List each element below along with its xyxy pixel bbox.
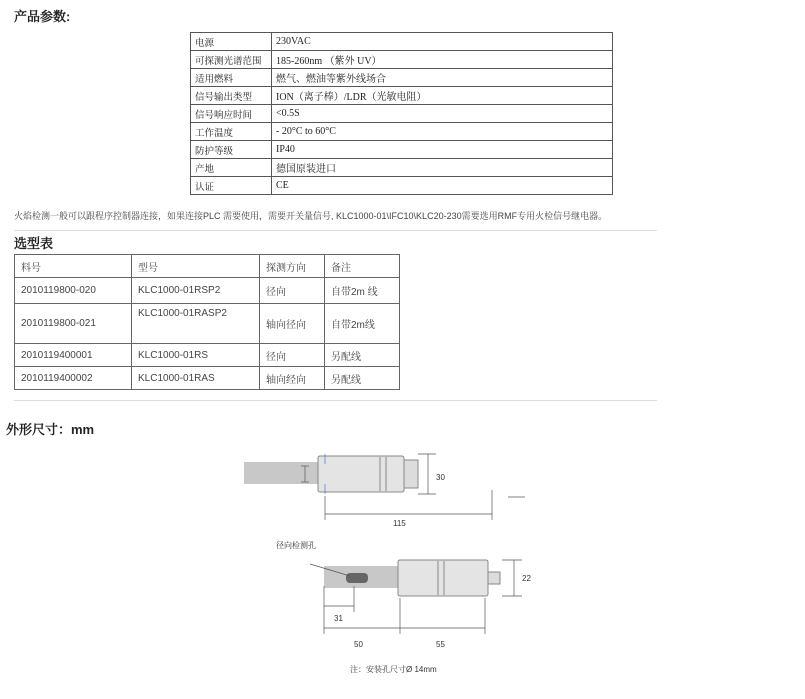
- param-value: 德国原装进口: [272, 159, 613, 177]
- cell-model: KLC1000-01RASP2: [132, 304, 260, 344]
- cell-remark: 自带2m线: [325, 304, 400, 344]
- param-value: IP40: [272, 141, 613, 159]
- radial-hole-label: 径向检测孔: [276, 541, 316, 550]
- param-key: 信号响应时间: [191, 105, 272, 123]
- param-key: 信号输出类型: [191, 87, 272, 105]
- cell-model: KLC1000-01RAS: [132, 367, 260, 390]
- param-key: 工作温度: [191, 123, 272, 141]
- cell-model: KLC1000-01RS: [132, 344, 260, 367]
- param-value: 燃气、燃油等紫外线场合: [272, 69, 613, 87]
- param-row: [191, 69, 613, 87]
- sensor-bottom-view: [324, 560, 500, 596]
- cell-part-no: 2010119400002: [15, 367, 132, 390]
- selection-table: [14, 254, 400, 390]
- table-header-row: [15, 255, 400, 278]
- param-key: 防护等级: [191, 141, 272, 159]
- connection-note: 火焰检测一般可以跟程序控制器连接，如果连接PLC 需要使用，需要开关量信号, KLC1000-01\IFC10\KLC20-230需要选用RMF专用火检信号继电器。: [14, 211, 608, 221]
- header-remark: 备注: [325, 255, 400, 278]
- param-key: 可探测光谱范围: [191, 51, 272, 69]
- param-value: 230VAC: [272, 33, 613, 51]
- dim-22-label: 22: [522, 574, 531, 583]
- cell-part-no: 2010119800-020: [15, 278, 132, 304]
- dimension-drawing: [230, 440, 550, 695]
- param-value: <0.5S: [272, 105, 613, 123]
- param-row: [191, 87, 613, 105]
- dim-31-label: 31: [334, 614, 343, 623]
- dim-115-label: 115: [393, 519, 406, 528]
- param-row: [191, 51, 613, 69]
- cell-remark: 自带2m 线: [325, 278, 400, 304]
- table-row: [15, 278, 400, 304]
- cell-remark: 另配线: [325, 344, 400, 367]
- cell-direction: 径向: [260, 278, 325, 304]
- divider: [14, 230, 657, 231]
- cell-direction: 轴向径向: [260, 304, 325, 344]
- dim-50-label: 50: [354, 640, 363, 649]
- cell-model: KLC1000-01RSP2: [132, 278, 260, 304]
- table-row: [15, 344, 400, 367]
- param-key: 认证: [191, 177, 272, 195]
- selection-title: 选型表: [14, 236, 54, 251]
- param-row: [191, 159, 613, 177]
- param-value: CE: [272, 177, 613, 195]
- cell-remark: 另配线: [325, 367, 400, 390]
- sensor-top-view: [244, 456, 418, 492]
- param-value: 185-260nm （紫外 UV）: [272, 51, 613, 69]
- table-row: [15, 304, 400, 344]
- dim-30-label: 30: [436, 473, 445, 482]
- param-row: [191, 177, 613, 195]
- param-key: 电源: [191, 33, 272, 51]
- cell-part-no: 2010119800-021: [15, 304, 132, 344]
- params-title: 产品参数:: [14, 9, 71, 24]
- cell-part-no: 2010119400001: [15, 344, 132, 367]
- header-direction: 探测方向: [260, 255, 325, 278]
- cell-direction: 轴向经向: [260, 367, 325, 390]
- param-row: [191, 105, 613, 123]
- param-key: 产地: [191, 159, 272, 177]
- param-value: ION（离子棒）/LDR（光敏电阻）: [272, 87, 613, 105]
- param-row: [191, 33, 613, 51]
- param-value: - 20°C to 60°C: [272, 123, 613, 141]
- params-table: [190, 32, 613, 195]
- dim-55-label: 55: [436, 640, 445, 649]
- dimensions-title: 外形尺寸：mm: [6, 422, 95, 437]
- header-model: 型号: [132, 255, 260, 278]
- param-key: 适用燃料: [191, 69, 272, 87]
- footnote: 注：安装孔尺寸Ø 14mm: [350, 665, 437, 674]
- table-row: [15, 367, 400, 390]
- cell-direction: 径向: [260, 344, 325, 367]
- param-row: [191, 141, 613, 159]
- header-part-no: 料号: [15, 255, 132, 278]
- divider: [14, 400, 657, 401]
- param-row: [191, 123, 613, 141]
